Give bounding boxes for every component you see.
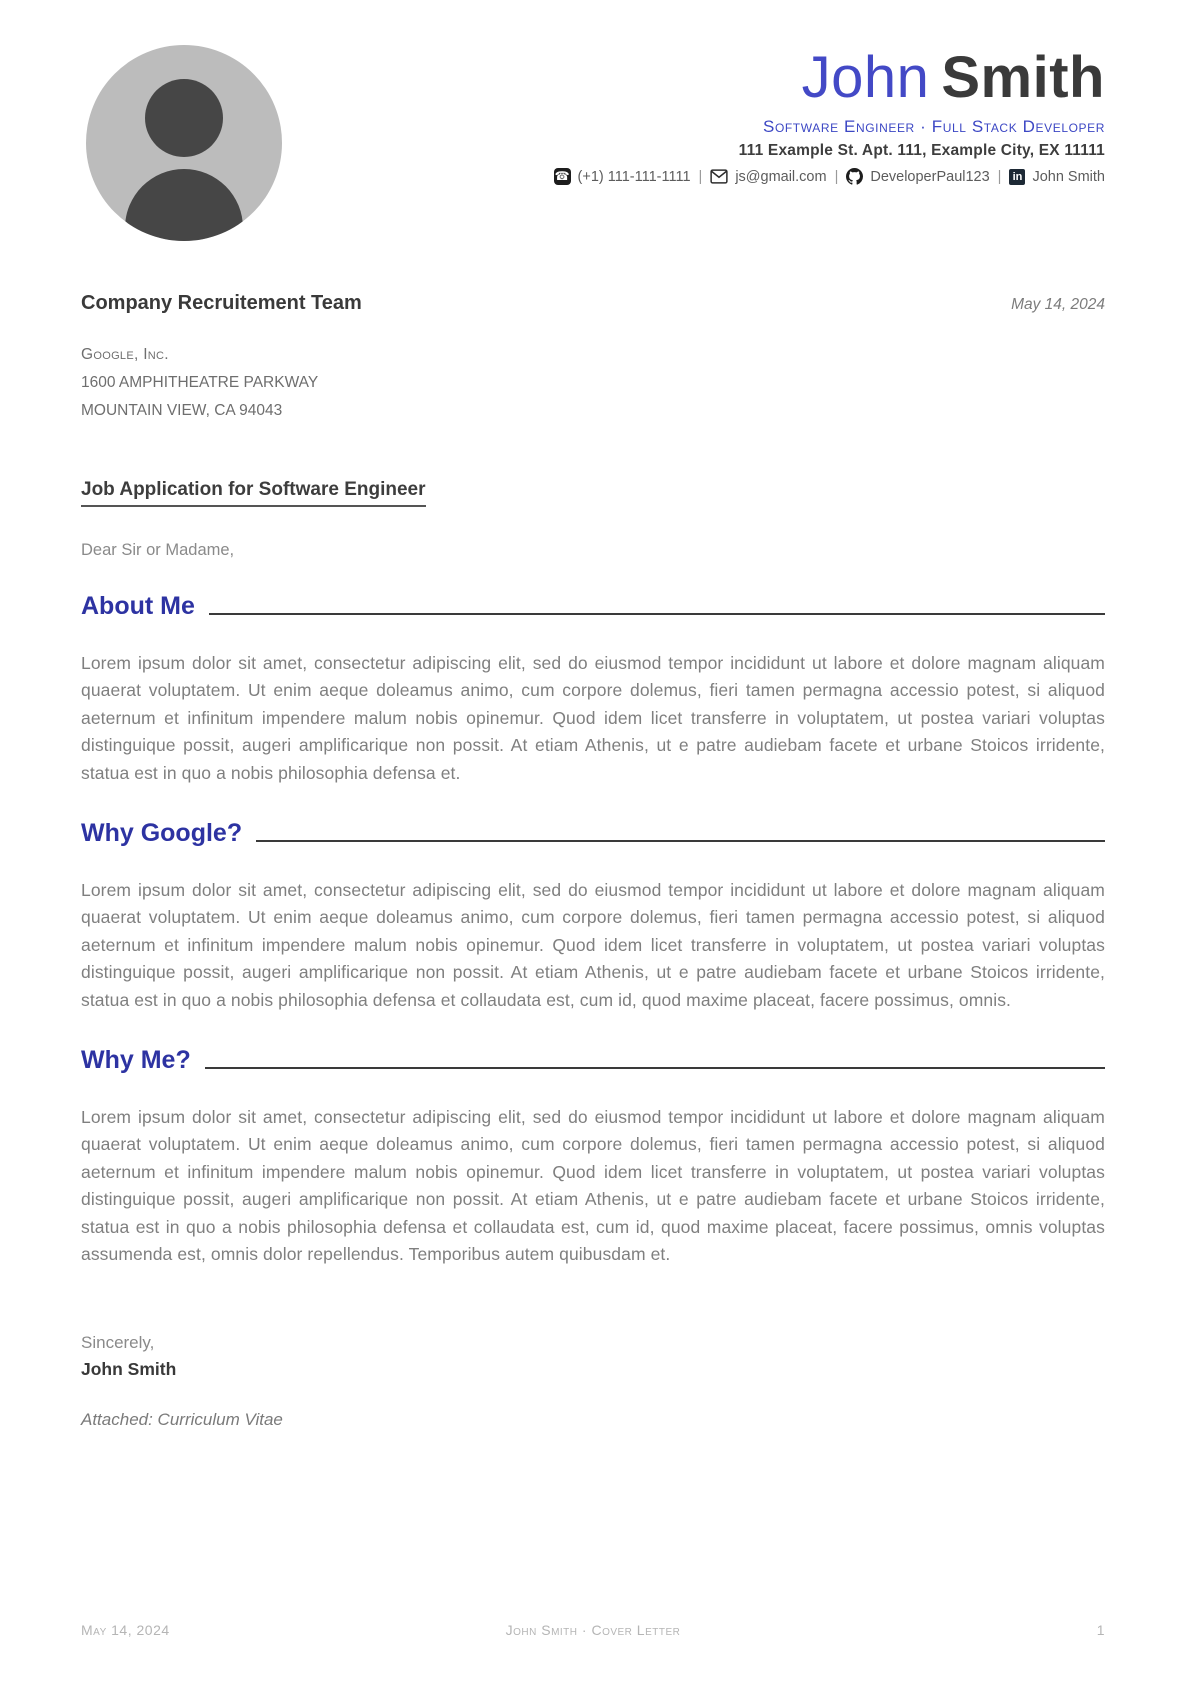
section-heading [81,1047,1105,1075]
subject-line [81,479,1105,507]
section-heading [81,820,1105,848]
email-icon [710,169,728,184]
attachment-note: Attached: Curriculum Vitae [81,1409,283,1429]
phone-icon: ☎ [554,169,570,184]
contact-separator: | [834,168,839,185]
section-title: About Me [81,592,195,620]
contact-separator: | [698,168,703,185]
section-rule [209,613,1105,615]
home-address: 111 Example St. Apt. 111, Example City, EX 11111 [738,142,1105,160]
recipient-name: Company Recruitement Team [81,292,362,314]
first-name: John [801,45,930,110]
section-why-me [81,1047,1105,1269]
recipient-address-block [81,341,1105,425]
github-handle[interactable]: DeveloperPaul123 [870,168,990,185]
contact-separator: | [997,168,1002,185]
github-icon [846,168,863,185]
email-address[interactable]: js@gmail.com [735,168,827,185]
footer-page-number: 1 [1096,1622,1105,1638]
section-why-google [81,820,1105,1014]
subject-text: Job Application for Software Engineer [81,479,426,507]
page-footer [81,1622,1105,1638]
job-tagline: Software Engineer · Full Stack Developer [763,117,1105,137]
company-address-line1: 1600 AMPHITHEATRE PARKWAY [81,374,319,391]
footer-title: John Smith · Cover Letter [505,1622,681,1638]
linkedin-icon: in [1009,169,1025,185]
section-title: Why Me? [81,1046,191,1074]
section-rule [256,840,1105,842]
section-heading [81,593,1105,621]
section-paragraph: Lorem ipsum dolor sit amet, consectetur adipiscing elit, sed do eiusmod tempor incididunt ut labore et dolore magnam aliquam quaerat voluptatem. Ut enim aeque doleamus animo, cum corpore dolemus, fieri tamen permagna accessio potest, si aliquod aeternum et infinitum impendere malum nobis opinemur. Quod idem licet transferre in voluptatem, ut postea variari voluptas distinguique possit, augeri amplificarique non possit. At etiam Athenis, ut e patre audiebam facete et urbane Stoicos irridente, statua est in quo a nobis philosophia defensa et collaudata est, cum id, quod maxime placeat, facere possimus, omnis. [81,879,1105,1010]
recipient-row [81,292,1105,315]
section-paragraph: Lorem ipsum dolor sit amet, consectetur adipiscing elit, sed do eiusmod tempor incididunt ut labore et dolore magnam aliquam quaerat voluptatem. Ut enim aeque doleamus animo, cum corpore dolemus, fieri tamen permagna accessio potest, si aliquod aeternum et infinitum impendere malum nobis opinemur. Quod idem licet transferre in voluptatem, ut postea variari voluptas distinguique possit, augeri amplificarique non possit. At etiam Athenis, ut e patre audiebam facete et urbane Stoicos irridente, statua est in quo a nobis philosophia defensa et collaudata est, cum id, quod maxime placeat, facere possimus, omnis voluptas assumenda est, omnis dolor repellendus. Temporibus autem quibusdam et. [81,1106,1105,1264]
linkedin-name[interactable]: John Smith [1032,168,1105,185]
company-address-line2: MOUNTAIN VIEW, CA 94043 [81,402,283,419]
phone-number[interactable]: (+1) 111-111-1111 [577,168,691,185]
section-about-me [81,593,1105,787]
closing-block [81,1333,1105,1380]
letter-date: May 14, 2024 [1011,296,1105,313]
person-silhouette-icon [145,79,223,157]
section-title: Why Google? [81,819,243,847]
profile-photo [86,45,282,241]
section-paragraph: Lorem ipsum dolor sit amet, consectetur adipiscing elit, sed do eiusmod tempor incididunt ut labore et dolore magnam aliquam quaerat voluptatem. Ut enim aeque doleamus animo, cum corpore dolemus, fieri tamen permagna accessio potest, si aliquod aeternum et infinitum impendere malum nobis opinemur. Quod idem licet transferre in voluptatem, ut postea variari voluptas distinguique possit, augeri amplificarique non possit. At etiam Athenis, ut e patre audiebam facete et urbane Stoicos irridente, statua est in quo a nobis philosophia defensa et. [81,652,1105,783]
last-name: Smith [941,45,1105,110]
valediction: Sincerely, [81,1332,155,1352]
salutation: Dear Sir or Madame, [81,541,235,559]
person-silhouette-icon [125,169,243,241]
header [81,45,1105,250]
signature-name: John Smith [81,1358,177,1379]
company-name: Google, Inc. [81,346,169,363]
footer-date: May 14, 2024 [81,1622,170,1638]
section-rule [205,1067,1105,1069]
